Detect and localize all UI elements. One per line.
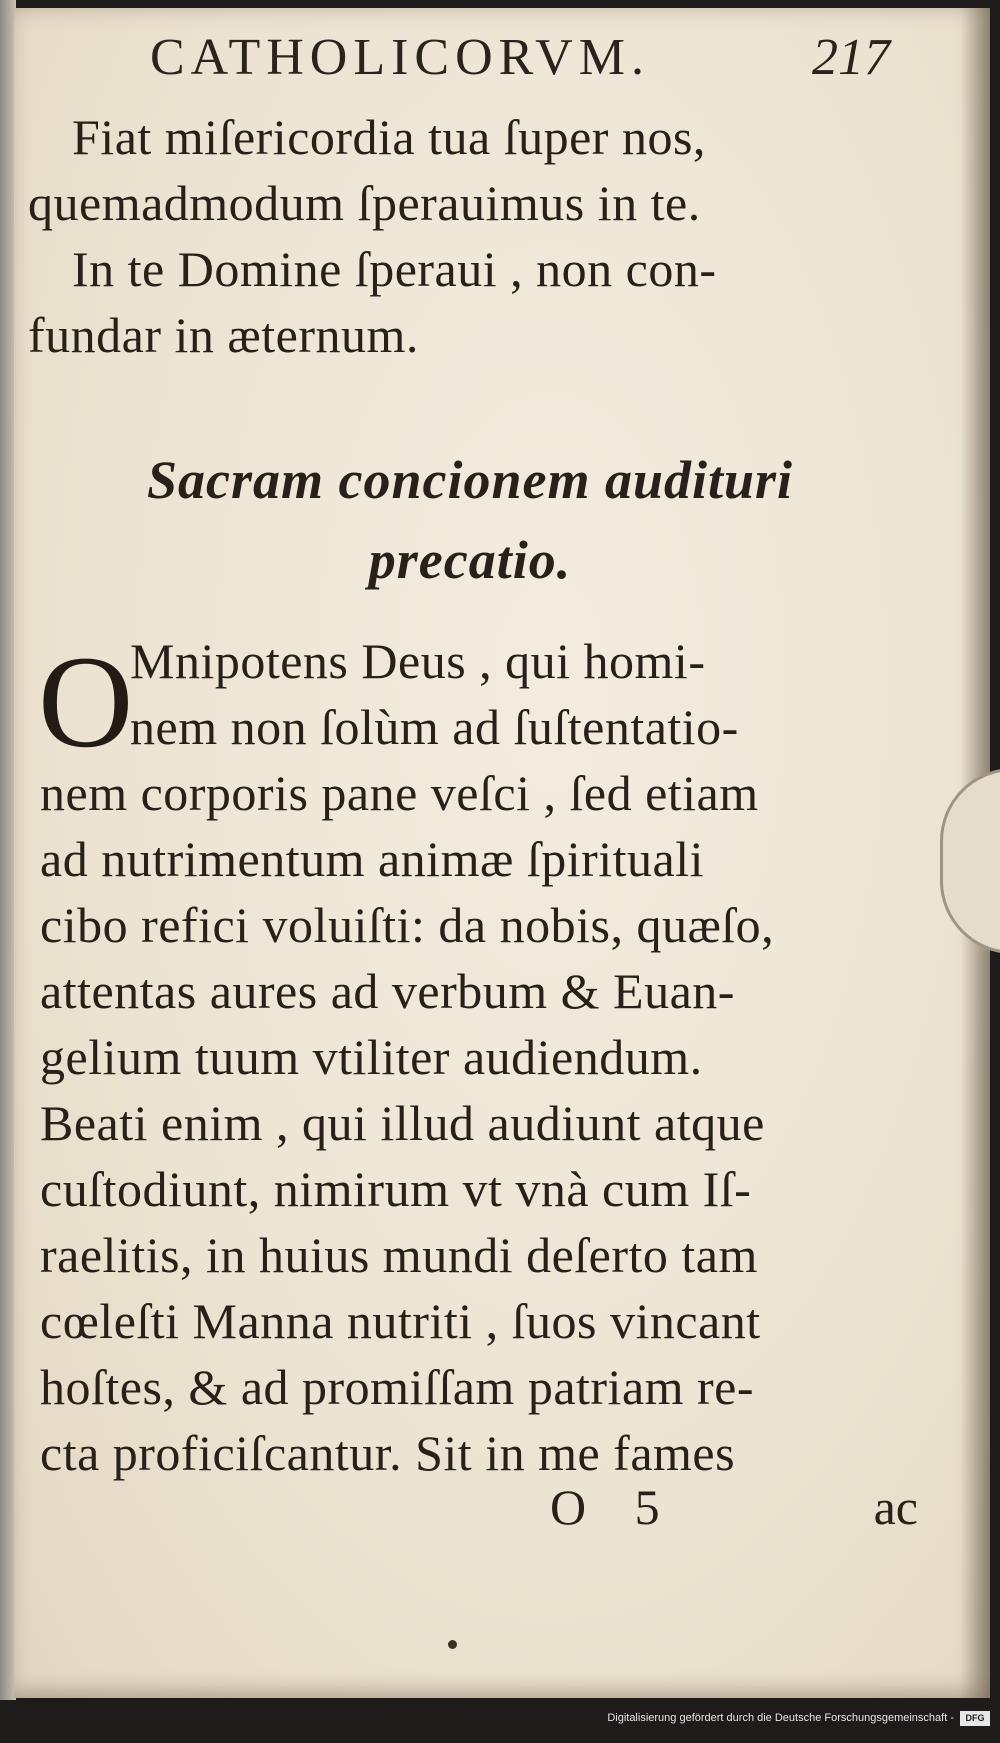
text-line: attentas aures ad verbum & Euan- bbox=[40, 963, 735, 1019]
section-heading-line: precatio. bbox=[368, 530, 572, 590]
text-line: ad nutrimentum animæ ſpirituali bbox=[40, 831, 705, 887]
top-paragraph bbox=[28, 104, 928, 368]
text-line: Beati enim , qui illud audiunt atque bbox=[40, 1095, 765, 1151]
running-head bbox=[150, 28, 910, 98]
text-line: cta proficiſcantur. Sit in me fames bbox=[40, 1425, 736, 1481]
catchword: ac bbox=[873, 1479, 918, 1535]
signature-mark: O 5 bbox=[550, 1479, 678, 1535]
text-line: Mnipotens Deus , qui homi- bbox=[130, 633, 706, 689]
text-line: nem non ſolùm ad ſuſtentatio- bbox=[130, 699, 739, 755]
text-line: In te Domine ſperaui , non con- bbox=[72, 241, 717, 297]
section-heading bbox=[40, 440, 900, 600]
prayer-body bbox=[28, 628, 928, 1486]
text-line: Fiat miſericordia tua ſuper nos, bbox=[72, 109, 706, 165]
section-heading-line: Sacram concionem audituri bbox=[146, 450, 794, 510]
dfg-logo: DFG bbox=[960, 1711, 990, 1726]
funding-credit: Digitalisierung gefördert durch die Deutsche Forschungsgemeinschaft - bbox=[607, 1712, 954, 1724]
text-line: nem corporis pane veſci , ſed etiam bbox=[40, 765, 759, 821]
ink-dot bbox=[448, 1640, 457, 1649]
text-line: cibo refici voluiſti: da nobis, quæſo, bbox=[40, 897, 775, 953]
text-line: cuſtodiunt, nimirum vt vnà cum Iſ- bbox=[40, 1161, 752, 1217]
text-line: quemadmodum ſperauimus in te. bbox=[28, 175, 701, 231]
page-footer-line bbox=[550, 1478, 930, 1548]
text-line: cœleſti Manna nutriti , ſuos vincant bbox=[40, 1293, 761, 1349]
text-line: gelium tuum vtiliter audiendum. bbox=[40, 1029, 703, 1085]
page-number: 217 bbox=[812, 29, 890, 86]
running-head-title: CATHOLICORVM. bbox=[150, 29, 650, 86]
text-line: fundar in æternum. bbox=[28, 307, 419, 363]
text-line: raelitis, in huius mundi deſerto tam bbox=[40, 1227, 758, 1283]
drop-capital: O bbox=[38, 628, 134, 775]
digitization-footer bbox=[0, 1700, 1000, 1743]
text-line: hoſtes, & ad promiſſam patriam re- bbox=[40, 1359, 755, 1415]
